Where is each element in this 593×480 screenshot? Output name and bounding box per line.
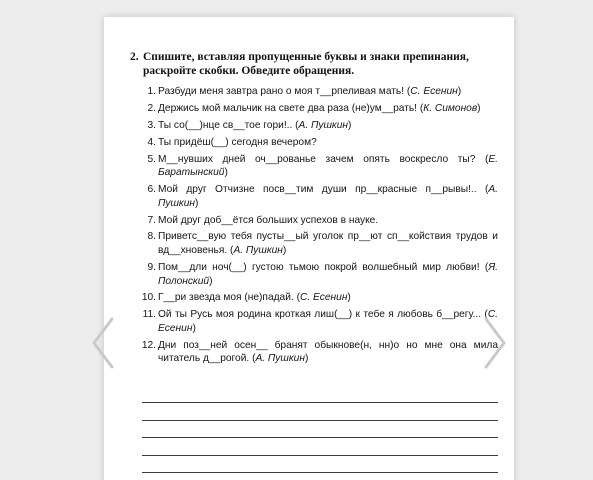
exercise-item (142, 183, 498, 210)
exercise-item (142, 261, 498, 288)
exercise-author: С. Есенин (299, 292, 348, 304)
exercise-item (142, 119, 498, 133)
exercise-item (142, 291, 498, 305)
exercise-text: Ты со(__)нце св__тое гори!.. ( (158, 119, 299, 131)
exercise-author-close: ) (477, 102, 481, 114)
exercise-author-close: ) (282, 245, 287, 257)
answer-line (142, 402, 498, 403)
task-instruction-line-2: раскройте скобки. Обведите обращения. (143, 65, 355, 77)
exercise-author: Я. Полонский (158, 261, 498, 287)
exercise-number: 12. (141, 339, 156, 351)
task-instruction (130, 50, 500, 78)
exercise-number: 8. (147, 231, 156, 243)
chevron-right-icon[interactable] (482, 316, 508, 370)
exercise-number: 10. (141, 292, 156, 304)
answer-line (142, 455, 498, 456)
exercise-text: Разбуди меня завтра рано о моя т__рпеливая мать! ( (158, 86, 411, 97)
exercise-author-close: ) (224, 167, 228, 179)
exercise-author: С. Есенин (410, 86, 458, 97)
exercise-item (142, 102, 498, 116)
exercise-number: 6. (147, 184, 156, 196)
exercise-text: Ты придёш(__) сегодня вечером? (158, 136, 317, 148)
exercise-text: Дни поз__ней осен__ бранят обыкнове(н, нн)о но мне она мила читатель д__рогой. ( (158, 339, 498, 365)
exercise-author-close: ) (304, 353, 309, 365)
answer-line (142, 437, 498, 438)
task-instruction-line-1: Спишите, вставляя пропущенные буквы и знаки препинания, (143, 51, 469, 63)
exercise-text: Держись мой мальчик на свете два раза (не)ум__рать! ( (158, 102, 424, 114)
exercise-number: 7. (147, 214, 156, 226)
chevron-left-icon[interactable] (90, 316, 116, 370)
exercise-text: Мой друг доб__ётся больших успехов в науке. (158, 214, 379, 226)
exercise-author: Е. Баратынский (158, 153, 498, 179)
exercise-number: 4. (147, 136, 156, 148)
exercise-text: М__нувших дней оч__рованье зачем опять воскресло ты? ( (158, 153, 489, 165)
exercise-author-close: ) (457, 86, 462, 97)
exercise-author: А. Пушкин (158, 184, 498, 209)
exercise-text: Г__ри звезда моя (не)падай. ( (158, 292, 300, 304)
exercise-number: 11. (142, 309, 156, 321)
exercise-item (142, 339, 498, 366)
exercise-author-close: ) (347, 292, 351, 304)
exercise-number: 1. (147, 86, 156, 97)
exercise-number: 9. (147, 261, 156, 273)
task-number: 2. (130, 51, 139, 63)
exercise-text: Мой друг Отчизне посв__тим души пр__красные п__рывы!.. ( (158, 184, 489, 196)
exercise-author-close: ) (192, 322, 196, 334)
exercise-author-close: ) (209, 275, 213, 287)
exercise-author: С. Есенин (158, 309, 498, 334)
answer-lines (142, 402, 498, 480)
exercise-author: А. Пушкин (255, 353, 305, 365)
exercise-number: 2. (147, 102, 156, 114)
exercise-text: Ой ты Русь моя родина кроткая лиш(__) к тебе я любовь б__регу... ( (158, 309, 488, 321)
textbook-page (104, 17, 514, 480)
exercise-text: Приветс__вую тебя пусты__ый уголок пр__ют сп__койствия трудов и вд__хновенья. ( (158, 231, 498, 257)
exercise-item (142, 308, 498, 335)
exercise-author-close: ) (195, 197, 199, 209)
exercise-author: К. Симонов (423, 102, 478, 114)
exercise-author: А. Пушкин (298, 119, 349, 131)
exercise-text: Пом__дли ноч(__) густою тьмою покрой волшебный мир любви! ( (158, 261, 489, 273)
exercise-number: 3. (147, 119, 156, 131)
exercise-author: А. Пушкин (233, 245, 283, 257)
exercise-list (142, 85, 498, 369)
exercise-number: 5. (147, 153, 156, 165)
answer-line (142, 472, 498, 473)
exercise-item (142, 230, 498, 257)
exercise-item (142, 136, 498, 150)
exercise-item (142, 153, 498, 180)
exercise-item (142, 214, 498, 228)
exercise-author-close: ) (348, 119, 352, 131)
exercise-item (142, 85, 498, 99)
answer-line (142, 420, 498, 421)
